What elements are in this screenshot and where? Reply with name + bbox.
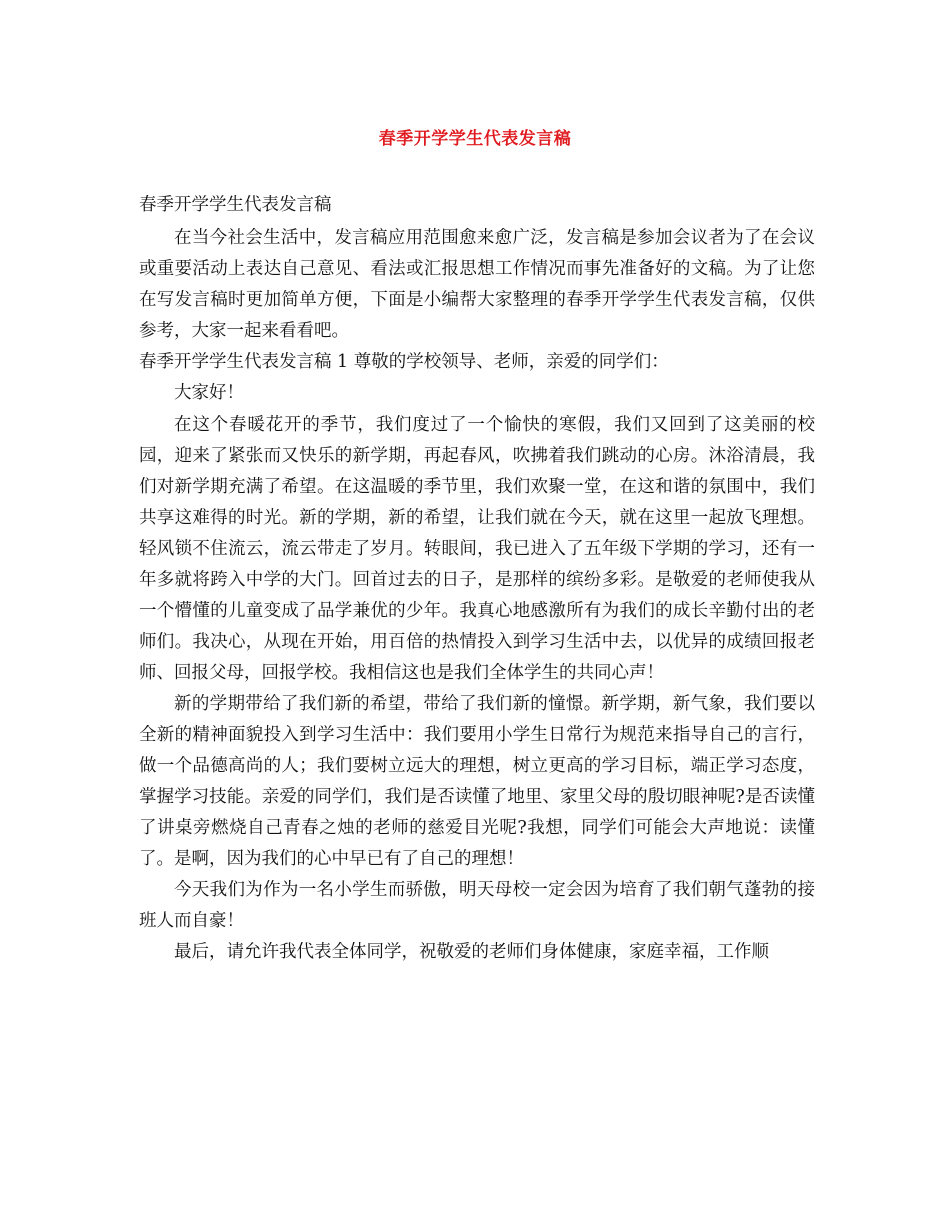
- body-paragraph-3: 今天我们为作为一名小学生而骄傲，明天母校一定会因为培育了我们朝气蓬勃的接班人而自豪！: [139, 880, 815, 931]
- intro-paragraph: 在当今社会生活中，发言稿应用范围愈来愈广泛，发言稿是参加会议者为了在会议或重要活动上表达自己意见、看法或汇报思想工作情况而事先准备好的文稿。为了让您在写发言稿时更加简单方便，下面是小编帮大家整理的春季开学学生代表发言稿，仅供参考，大家一起来看看吧。: [139, 228, 815, 341]
- body-paragraph-2: 新的学期带给了我们新的希望，带给了我们新的憧憬。新学期，新气象，我们要以全新的精神面貌投入到学习生活中：我们要用小学生日常行为规范来指导自己的言行，做一个品德高尚的人；我们要树立远大的理想，树立更高的学习目标，端正学习态度，掌握学习技能。亲爱的同学们，我们是否读懂了地里、家里父母的殷切眼神呢?是否读懂了讲桌旁燃烧自己青春之烛的老师的慈爱目光呢?我想，同学们可能会大声地说：读懂了。是啊，因为我们的心中早已有了自己的理想！: [139, 694, 815, 869]
- closing-paragraph: 最后，请允许我代表全体同学，祝敬爱的老师们身体健康，家庭幸福，工作顺: [174, 942, 769, 962]
- greeting-paragraph: 大家好！: [174, 383, 244, 403]
- speech-opening-line: 春季开学学生代表发言稿 1 尊敬的学校领导、老师，亲爱的同学们：: [139, 352, 669, 372]
- body-heading: 春季开学学生代表发言稿: [139, 195, 332, 215]
- document-body: [139, 190, 815, 968]
- document-title: 春季开学学生代表发言稿: [378, 129, 572, 149]
- body-paragraph-1: 在这个春暖花开的季节，我们度过了一个愉快的寒假，我们又回到了这美丽的校园，迎来了紧张而又快乐的新学期，再起春风，吹拂着我们跳动的心房。沐浴清晨，我们对新学期充满了希望。在这温暖的季节里，我们欢聚一堂，在这和谐的氛围中，我们共享这难得的时光。新的学期，新的希望，让我们就在今天，就在这里一起放飞理想。轻风锁不住流云，流云带走了岁月。转眼间，我已进入了五年级下学期的学习，还有一年多就将跨入中学的大门。回首过去的日子，是那样的缤纷多彩。是敬爱的老师使我从一个懵懂的儿童变成了品学兼优的少年。我真心地感激所有为我们的成长辛勤付出的老师们。我决心，从现在开始，用百倍的热情投入到学习生活中去，以优异的成绩回报老师、回报父母，回报学校。我相信这也是我们全体学生的共同心声！: [139, 415, 815, 683]
